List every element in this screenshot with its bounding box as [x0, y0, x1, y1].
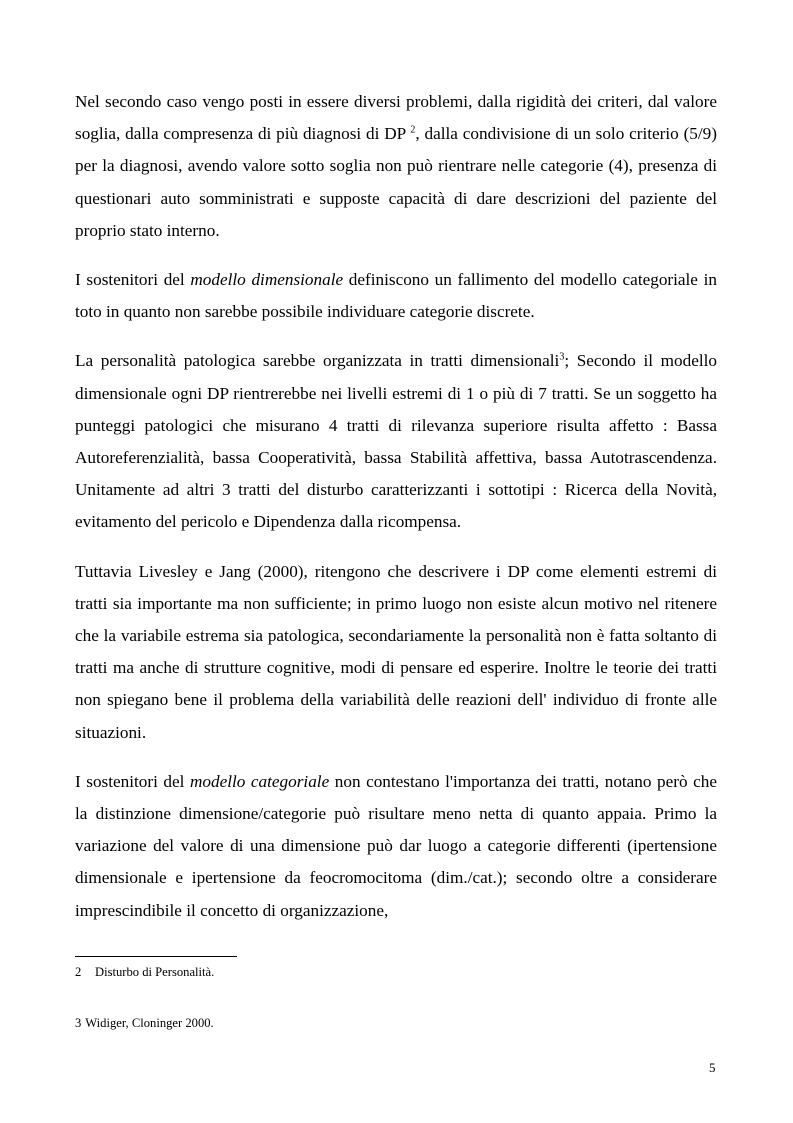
emphasis-term: modello categoriale: [190, 771, 330, 791]
footnote-3: [75, 1015, 214, 1031]
paragraph-text: Nel secondo caso vengo posti in essere diversi problemi, dalla rigidità dei criteri, dal valore soglia, dalla compresenza di più diagnosi di DP: [75, 92, 717, 144]
footnote-number: 3: [75, 1016, 82, 1030]
footnote-text: Widiger, Cloninger 2000.: [85, 1016, 214, 1030]
footnote-ref-3: 3: [559, 351, 565, 363]
page-number: 5: [709, 1060, 716, 1075]
footnote-2: [75, 964, 214, 980]
paragraph-text: non contestano l'importanza dei tratti, notano però che la distinzione dimensione/categorie può risultare meno netta di quanto appaia. Primo la variazione del valore di una dimensione può dar luogo a categorie differenti (ipertensione dimensionale e ipertensione da feocromocitoma (dim./cat.); secondo oltre a considerare imprescindibile il concetto di organizzazione,: [75, 771, 717, 920]
body-text: [75, 86, 717, 944]
footnote-ref-2: 2: [410, 124, 416, 136]
footnote-text: Disturbo di Personalità.: [95, 965, 215, 979]
paragraph-text: I sostenitori del: [75, 270, 191, 290]
paragraph-5: [75, 766, 717, 927]
paragraph-4: Tuttavia Livesley e Jang (2000), ritengono che descrivere i DP come elementi estremi di tratti sia importante ma non sufficiente; in primo luogo non esiste alcun motivo nel ritenere che la variabile estrema sia patologica, secondariamente la personalità non è fatta soltanto di tratti ma anche di strutture cognitive, modi di pensare ed esperire. Inoltre le teorie dei tratti non spiegano bene il problema della variabilità delle reazioni dell' individuo di fronte alle situazioni.: [75, 561, 717, 742]
paragraph-text: I sostenitori del: [75, 771, 190, 791]
emphasis-term: modello dimensionale: [190, 270, 344, 290]
paragraph-text: definiscono un fallimento del modello categoriale in toto in quanto non sarebbe possibile individuare categorie discrete.: [75, 270, 717, 322]
paragraph-3: [75, 345, 717, 538]
paragraph-2: [75, 264, 717, 328]
paragraph-text: , dalla condivisione di un solo criterio (5/9) per la diagnosi, avendo valore sotto soglia non può rientrare nelle categorie (4), presenza di questionari auto somministrati e supposte capacità di dare descrizioni del paziente del proprio stato interno.: [75, 124, 717, 240]
paragraph-text: La personalità patologica sarebbe organizzata in tratti dimensionali: [75, 351, 560, 371]
footnote-number: 2: [75, 965, 82, 979]
paragraph-1: [75, 86, 717, 247]
footnote-separator: [75, 956, 237, 957]
paragraph-text: ; Secondo il modello dimensionale ogni DP rientrerebbe nei livelli estremi di 1 o più di 7 tratti. Se un soggetto ha punteggi patologici che misurano 4 tratti di rilevanza superiore risulta affetto : Bassa Autoreferenzialità, bassa Cooperatività, bassa Stabilità affettiva, bassa Autotrascendenza. Unitamente ad altri 3 tratti del disturbo caratterizzanti i sottotipi : Ricerca della Novità, evitamento del pericolo e Dipendenza dalla ricompensa.: [75, 351, 717, 532]
